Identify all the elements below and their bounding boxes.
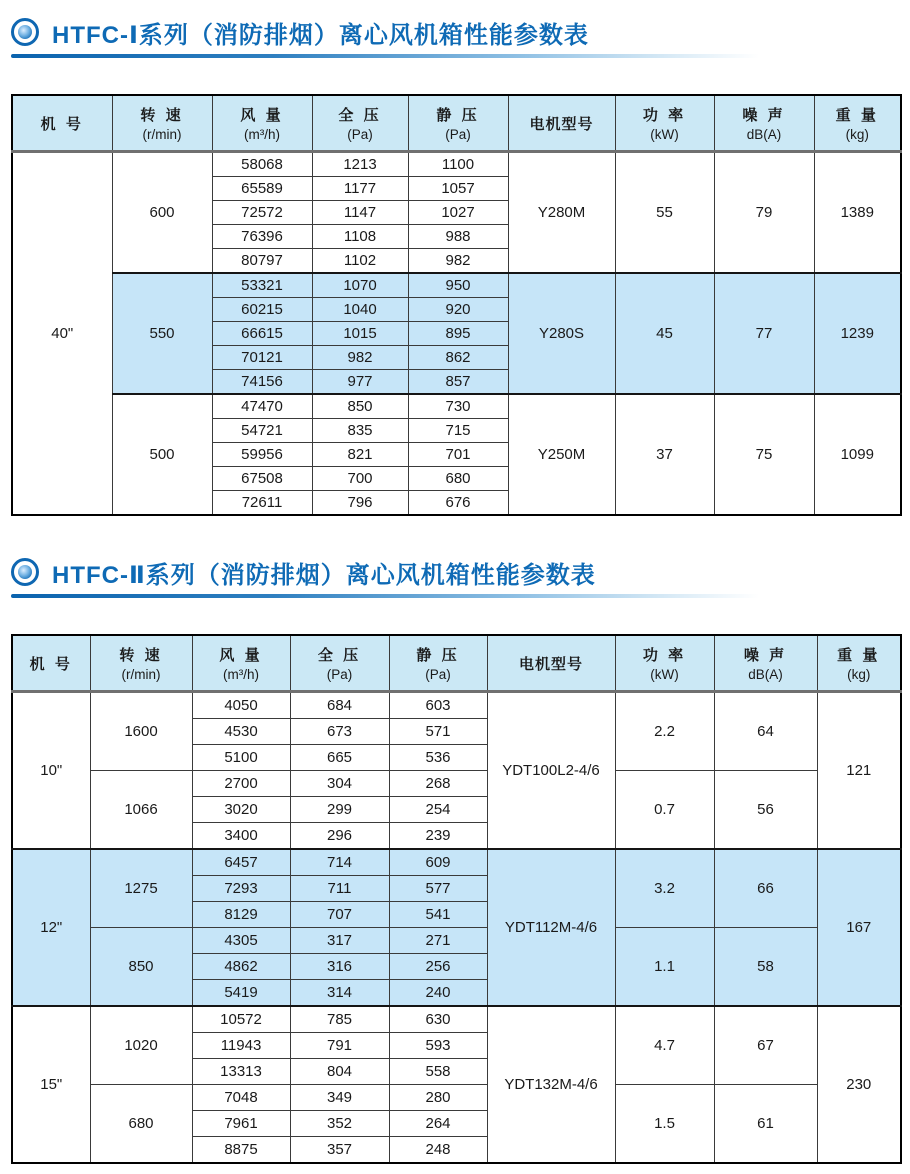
title-underline [11, 594, 759, 598]
cell-total-pressure: 352 [290, 1111, 389, 1137]
col-header-motor: 电机型号 [508, 95, 615, 152]
cell-motor-model: Y250M [508, 394, 615, 515]
cell-total-pressure: 977 [312, 370, 408, 395]
cell-total-pressure: 982 [312, 346, 408, 370]
cell-static-pressure: 680 [408, 467, 508, 491]
cell-size: 15" [12, 1006, 90, 1163]
cell-airflow: 53321 [212, 273, 312, 298]
cell-static-pressure: 280 [389, 1085, 487, 1111]
cell-airflow: 3020 [192, 797, 290, 823]
cell-airflow: 59956 [212, 443, 312, 467]
col-header-motor: 电机型号 [487, 635, 615, 692]
cell-size: 12" [12, 849, 90, 1006]
cell-weight: 230 [817, 1006, 901, 1163]
cell-static-pressure: 609 [389, 849, 487, 876]
col-header-airflow: 风 量 (m³/h) [192, 635, 290, 692]
cell-airflow: 8129 [192, 902, 290, 928]
cell-static-pressure: 239 [389, 823, 487, 850]
cell-rpm: 600 [112, 152, 212, 274]
cell-airflow: 80797 [212, 249, 312, 274]
cell-total-pressure: 711 [290, 876, 389, 902]
table-htfc1 [11, 94, 902, 516]
cell-total-pressure: 707 [290, 902, 389, 928]
cell-airflow: 54721 [212, 419, 312, 443]
cell-motor-model: YDT100L2-4/6 [487, 692, 615, 850]
cell-static-pressure: 950 [408, 273, 508, 298]
cell-total-pressure: 1102 [312, 249, 408, 274]
cell-motor-model: YDT112M-4/6 [487, 849, 615, 1006]
cell-total-pressure: 665 [290, 745, 389, 771]
cell-total-pressure: 835 [312, 419, 408, 443]
col-header-static-pressure: 静 压 (Pa) [389, 635, 487, 692]
cell-motor-model: Y280S [508, 273, 615, 394]
section-title-htfc1: HTFC-Ⅰ系列（消防排烟）离心风机箱性能参数表 [52, 21, 589, 49]
col-header-total-pressure: 全 压 (Pa) [312, 95, 408, 152]
cell-airflow: 13313 [192, 1059, 290, 1085]
cell-power: 55 [615, 152, 714, 274]
cell-noise: 66 [714, 849, 817, 928]
cell-power: 4.7 [615, 1006, 714, 1085]
col-header-rpm: 转 速 (r/min) [112, 95, 212, 152]
cell-airflow: 58068 [212, 152, 312, 177]
table-row [12, 394, 901, 419]
cell-airflow: 65589 [212, 177, 312, 201]
cell-total-pressure: 1070 [312, 273, 408, 298]
cell-total-pressure: 1147 [312, 201, 408, 225]
cell-rpm: 680 [90, 1085, 192, 1164]
cell-airflow: 74156 [212, 370, 312, 395]
cell-total-pressure: 1040 [312, 298, 408, 322]
bullet-target-icon [11, 558, 39, 586]
cell-airflow: 47470 [212, 394, 312, 419]
cell-static-pressure: 895 [408, 322, 508, 346]
section-title-htfc2: HTFC-Ⅱ系列（消防排烟）离心风机箱性能参数表 [52, 561, 596, 589]
cell-weight: 167 [817, 849, 901, 1006]
cell-static-pressure: 536 [389, 745, 487, 771]
cell-noise: 79 [714, 152, 814, 274]
col-header-total-pressure: 全 压 (Pa) [290, 635, 389, 692]
cell-airflow: 72572 [212, 201, 312, 225]
cell-total-pressure: 314 [290, 980, 389, 1007]
col-header-power: 功 率 (kW) [615, 95, 714, 152]
col-header-weight: 重 量 (kg) [817, 635, 901, 692]
cell-total-pressure: 821 [312, 443, 408, 467]
cell-airflow: 70121 [212, 346, 312, 370]
cell-power: 3.2 [615, 849, 714, 928]
title-row-htfc2 [11, 556, 900, 588]
cell-airflow: 76396 [212, 225, 312, 249]
col-header-static-pressure: 静 压 (Pa) [408, 95, 508, 152]
cell-rpm: 1600 [90, 692, 192, 771]
cell-airflow: 11943 [192, 1033, 290, 1059]
cell-static-pressure: 701 [408, 443, 508, 467]
col-header-size: 机 号 [12, 635, 90, 692]
cell-rpm: 1020 [90, 1006, 192, 1085]
table-row [12, 692, 901, 719]
cell-static-pressure: 264 [389, 1111, 487, 1137]
cell-static-pressure: 593 [389, 1033, 487, 1059]
cell-total-pressure: 316 [290, 954, 389, 980]
cell-airflow: 6457 [192, 849, 290, 876]
cell-rpm: 500 [112, 394, 212, 515]
cell-static-pressure: 715 [408, 419, 508, 443]
cell-weight: 1099 [814, 394, 901, 515]
cell-static-pressure: 254 [389, 797, 487, 823]
cell-weight: 1239 [814, 273, 901, 394]
cell-total-pressure: 850 [312, 394, 408, 419]
cell-total-pressure: 1177 [312, 177, 408, 201]
cell-noise: 75 [714, 394, 814, 515]
cell-static-pressure: 256 [389, 954, 487, 980]
cell-static-pressure: 571 [389, 719, 487, 745]
cell-power: 2.2 [615, 692, 714, 771]
cell-total-pressure: 1015 [312, 322, 408, 346]
cell-noise: 58 [714, 928, 817, 1007]
cell-total-pressure: 304 [290, 771, 389, 797]
cell-airflow: 7048 [192, 1085, 290, 1111]
cell-total-pressure: 1213 [312, 152, 408, 177]
cell-power: 1.1 [615, 928, 714, 1007]
cell-noise: 61 [714, 1085, 817, 1164]
cell-power: 37 [615, 394, 714, 515]
cell-static-pressure: 577 [389, 876, 487, 902]
bullet-core [18, 565, 32, 579]
col-header-rpm: 转 速 (r/min) [90, 635, 192, 692]
cell-total-pressure: 357 [290, 1137, 389, 1164]
cell-static-pressure: 541 [389, 902, 487, 928]
table-row [12, 928, 901, 954]
cell-total-pressure: 299 [290, 797, 389, 823]
col-header-noise: 噪 声 dB(A) [714, 95, 814, 152]
cell-total-pressure: 349 [290, 1085, 389, 1111]
cell-static-pressure: 268 [389, 771, 487, 797]
cell-motor-model: YDT132M-4/6 [487, 1006, 615, 1163]
header-row [12, 95, 901, 152]
bullet-core [18, 25, 32, 39]
cell-total-pressure: 684 [290, 692, 389, 719]
table-row [12, 1006, 901, 1033]
cell-size: 10" [12, 692, 90, 850]
cell-static-pressure: 248 [389, 1137, 487, 1164]
col-header-noise: 噪 声 dB(A) [714, 635, 817, 692]
col-header-airflow: 风 量 (m³/h) [212, 95, 312, 152]
cell-power: 45 [615, 273, 714, 394]
cell-static-pressure: 558 [389, 1059, 487, 1085]
cell-static-pressure: 676 [408, 491, 508, 516]
section-htfc1 [11, 16, 900, 516]
cell-airflow: 10572 [192, 1006, 290, 1033]
cell-total-pressure: 1108 [312, 225, 408, 249]
table-htfc2 [11, 634, 902, 1164]
cell-static-pressure: 982 [408, 249, 508, 274]
cell-noise: 67 [714, 1006, 817, 1085]
cell-noise: 56 [714, 771, 817, 850]
cell-noise: 64 [714, 692, 817, 771]
cell-static-pressure: 1027 [408, 201, 508, 225]
cell-airflow: 4050 [192, 692, 290, 719]
cell-airflow: 8875 [192, 1137, 290, 1164]
cell-total-pressure: 714 [290, 849, 389, 876]
cell-airflow: 66615 [212, 322, 312, 346]
col-header-weight: 重 量 (kg) [814, 95, 901, 152]
cell-airflow: 5100 [192, 745, 290, 771]
cell-noise: 77 [714, 273, 814, 394]
cell-motor-model: Y280M [508, 152, 615, 274]
header-row [12, 635, 901, 692]
table-row [12, 849, 901, 876]
cell-size: 40" [12, 152, 112, 516]
table-row [12, 1085, 901, 1111]
cell-static-pressure: 857 [408, 370, 508, 395]
cell-static-pressure: 920 [408, 298, 508, 322]
cell-total-pressure: 785 [290, 1006, 389, 1033]
cell-rpm: 550 [112, 273, 212, 394]
col-header-power: 功 率 (kW) [615, 635, 714, 692]
cell-airflow: 4305 [192, 928, 290, 954]
cell-airflow: 7293 [192, 876, 290, 902]
cell-airflow: 4862 [192, 954, 290, 980]
cell-airflow: 2700 [192, 771, 290, 797]
cell-total-pressure: 317 [290, 928, 389, 954]
cell-static-pressure: 603 [389, 692, 487, 719]
cell-airflow: 5419 [192, 980, 290, 1007]
cell-static-pressure: 1057 [408, 177, 508, 201]
title-underline [11, 54, 759, 58]
cell-airflow: 3400 [192, 823, 290, 850]
cell-airflow: 7961 [192, 1111, 290, 1137]
cell-airflow: 67508 [212, 467, 312, 491]
cell-static-pressure: 730 [408, 394, 508, 419]
cell-total-pressure: 673 [290, 719, 389, 745]
cell-total-pressure: 791 [290, 1033, 389, 1059]
cell-static-pressure: 240 [389, 980, 487, 1007]
title-row-htfc1 [11, 16, 900, 48]
cell-static-pressure: 271 [389, 928, 487, 954]
section-htfc2 [11, 556, 900, 1164]
cell-total-pressure: 804 [290, 1059, 389, 1085]
table-row [12, 771, 901, 797]
cell-rpm: 850 [90, 928, 192, 1007]
cell-static-pressure: 862 [408, 346, 508, 370]
cell-static-pressure: 630 [389, 1006, 487, 1033]
cell-total-pressure: 796 [312, 491, 408, 516]
table-row [12, 152, 901, 177]
cell-static-pressure: 988 [408, 225, 508, 249]
cell-total-pressure: 700 [312, 467, 408, 491]
cell-airflow: 4530 [192, 719, 290, 745]
cell-rpm: 1275 [90, 849, 192, 928]
cell-airflow: 72611 [212, 491, 312, 516]
cell-rpm: 1066 [90, 771, 192, 850]
cell-airflow: 60215 [212, 298, 312, 322]
cell-weight: 121 [817, 692, 901, 850]
table-row [12, 273, 901, 298]
col-header-size: 机 号 [12, 95, 112, 152]
bullet-target-icon [11, 18, 39, 46]
cell-static-pressure: 1100 [408, 152, 508, 177]
cell-power: 1.5 [615, 1085, 714, 1164]
cell-weight: 1389 [814, 152, 901, 274]
cell-total-pressure: 296 [290, 823, 389, 850]
cell-power: 0.7 [615, 771, 714, 850]
